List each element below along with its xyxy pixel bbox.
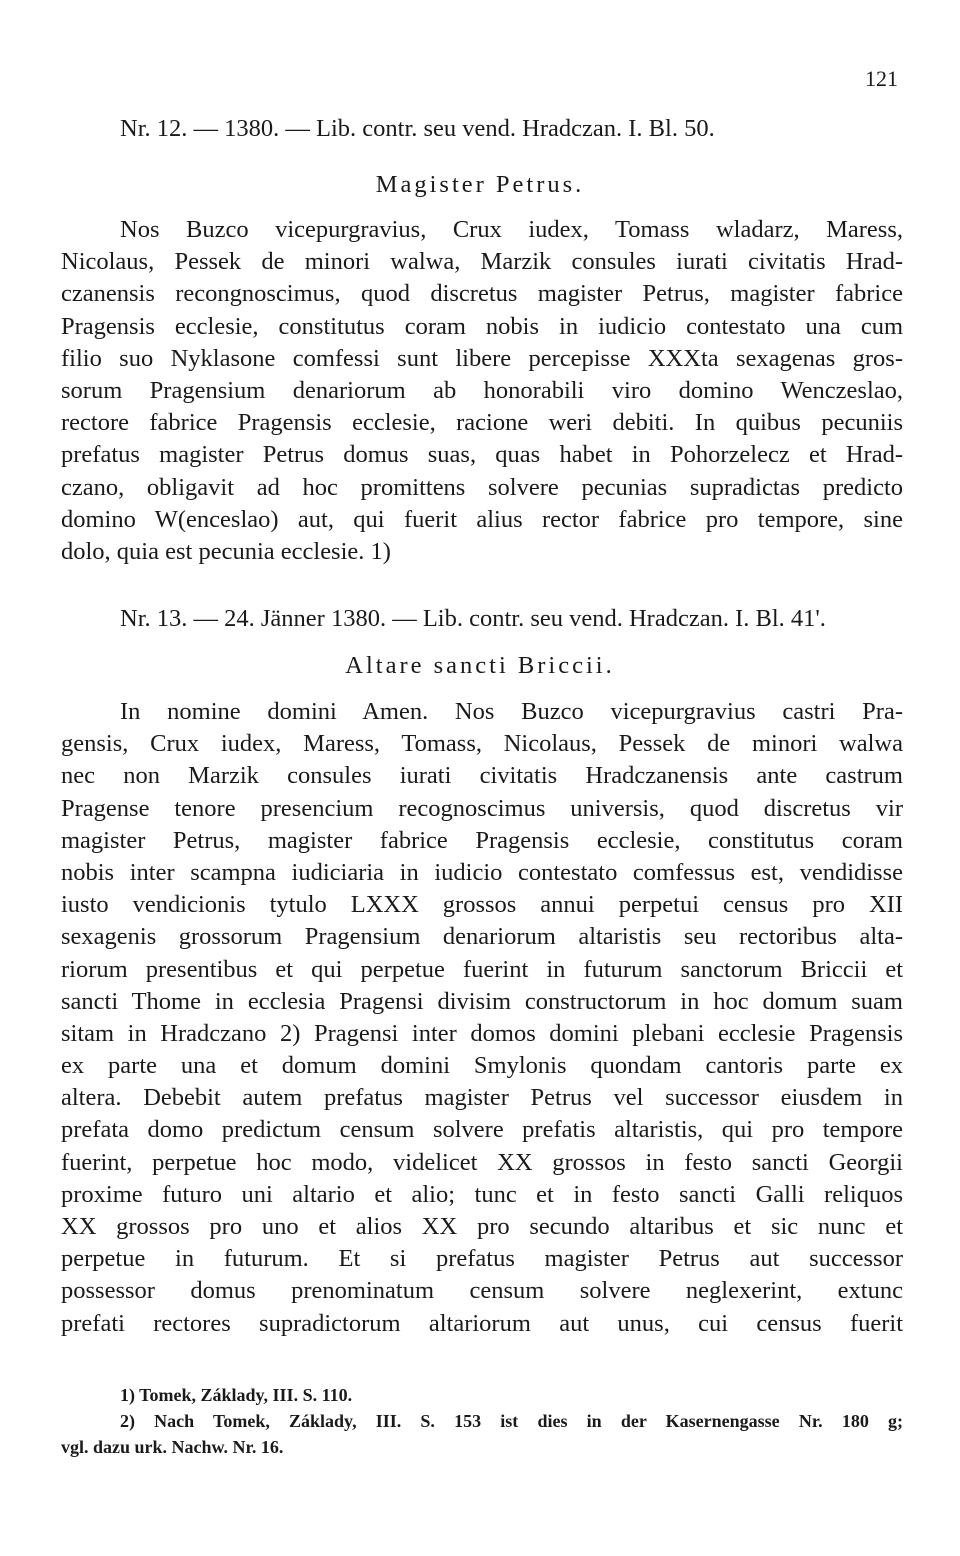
body-line: perpetue in futurum. Et si prefatus magister Petrus aut successor <box>61 1245 903 1273</box>
entry-title: Magister Petrus. <box>375 171 585 198</box>
body-line: Nicolaus, Pessek de minori walwa, Marzik consules iurati civitatis Hrad- <box>61 248 903 276</box>
body-line: Pragense tenore presencium recognoscimus universis, quod discretus vir <box>61 794 903 822</box>
footnotes <box>61 1382 903 1460</box>
body-line: gensis, Crux iudex, Maress, Tomass, Nicolaus, Pessek de minori walwa <box>61 730 903 758</box>
body-line: czano, obligavit ad hoc promittens solvere pecunias supradictas predicto <box>61 473 903 501</box>
body-line: fuerint, perpetue hoc modo, videlicet XX grossos in festo sancti Georgii <box>61 1148 903 1176</box>
body-line: prefatus magister Petrus domus suas, quas habet in Pohorzelecz et Hrad- <box>61 441 903 469</box>
body-line: sorum Pragensium denariorum ab honorabili viro domino Wenczeslao, <box>61 376 903 404</box>
body-line: magister Petrus, magister fabrice Pragensis ecclesie, constitutus coram <box>61 826 903 854</box>
entry-heading: Nr. 13. — 24. Jänner 1380. — Lib. contr. seu vend. Hradczan. I. Bl. 41'. <box>120 605 826 632</box>
body-line: XX grossos pro uno et alios XX pro secundo altaribus et sic nunc et <box>61 1213 903 1240</box>
footnote-line: 1) Tomek, Základy, III. S. 110. <box>120 1385 353 1405</box>
body-line: nobis inter scampna iudiciaria in iudicio contestato comfessus est, vendidisse <box>61 858 903 886</box>
body-line: rectore fabrice Pragensis ecclesie, racione weri debiti. In quibus pecuniis <box>61 409 903 437</box>
body-line: prefati rectores supradictorum altariorum aut unus, cui census fuerit <box>61 1309 903 1337</box>
body-line: czanensis recongnoscimus, quod discretus magister Petrus, magister fabrice <box>61 280 903 308</box>
footnote-line: 2) Nach Tomek, Základy, III. S. 153 ist dies in der Kasernengasse Nr. 180 g; <box>120 1411 903 1431</box>
body-line: altera. Debebit autem prefatus magister Petrus vel successor eiusdem in <box>61 1084 903 1112</box>
body-line: ex parte una et domum domini Smylonis quondam cantoris parte ex <box>61 1052 903 1080</box>
body-line: In nomine domini Amen. Nos Buzco vicepurgravius castri Pra- <box>120 698 903 725</box>
body-line: nec non Marzik consules iurati civitatis Hradczanensis ante castrum <box>61 762 903 790</box>
body-line: riorum presentibus et qui perpetue fuerint in futurum sanctorum Briccii et <box>61 955 903 983</box>
body-line: prefata domo predictum censum solvere prefatis altaristis, qui pro tempore <box>61 1116 903 1144</box>
entry-body <box>61 696 903 1340</box>
body-line: sexagenis grossorum Pragensium denariorum altaristis seu rectoribus alta- <box>61 923 903 951</box>
body-line: domino W(enceslao) aut, qui fuerit alius rector fabrice pro tempore, sine <box>61 505 903 533</box>
body-line: possessor domus prenominatum censum solvere neglexerint, extunc <box>61 1277 903 1305</box>
body-line: dolo, quia est pecunia ecclesie. 1) <box>61 537 391 565</box>
body-line: iusto vendicionis tytulo LXXX grossos annui perpetui census pro XII <box>61 891 903 919</box>
body-line: proxime futuro uni altario et alio; tunc et in festo sancti Galli reliquos <box>61 1180 903 1208</box>
body-line: sancti Thome in ecclesia Pragensi divisim constructorum in hoc domum suam <box>61 987 903 1015</box>
body-line: Nos Buzco vicepurgravius, Crux iudex, Tomass wladarz, Maress, <box>120 216 903 243</box>
entry-heading: Nr. 12. — 1380. — Lib. contr. seu vend. Hradczan. I. Bl. 50. <box>120 115 715 142</box>
body-line: sitam in Hradczano 2) Pragensi inter domos domini plebani ecclesie Pragensis <box>61 1019 903 1047</box>
body-line: filio suo Nyklasone comfessi sunt libere percepisse XXXta sexagenas gros- <box>61 344 903 372</box>
entry-title: Altare sancti Briccii. <box>345 652 615 679</box>
page-number: 121 <box>865 66 898 91</box>
body-line: Pragensis ecclesie, constitutus coram nobis in iudicio contestato una cum <box>61 312 903 340</box>
entry-body <box>61 214 903 568</box>
footnote-line: vgl. dazu urk. Nachw. Nr. 16. <box>61 1437 284 1457</box>
